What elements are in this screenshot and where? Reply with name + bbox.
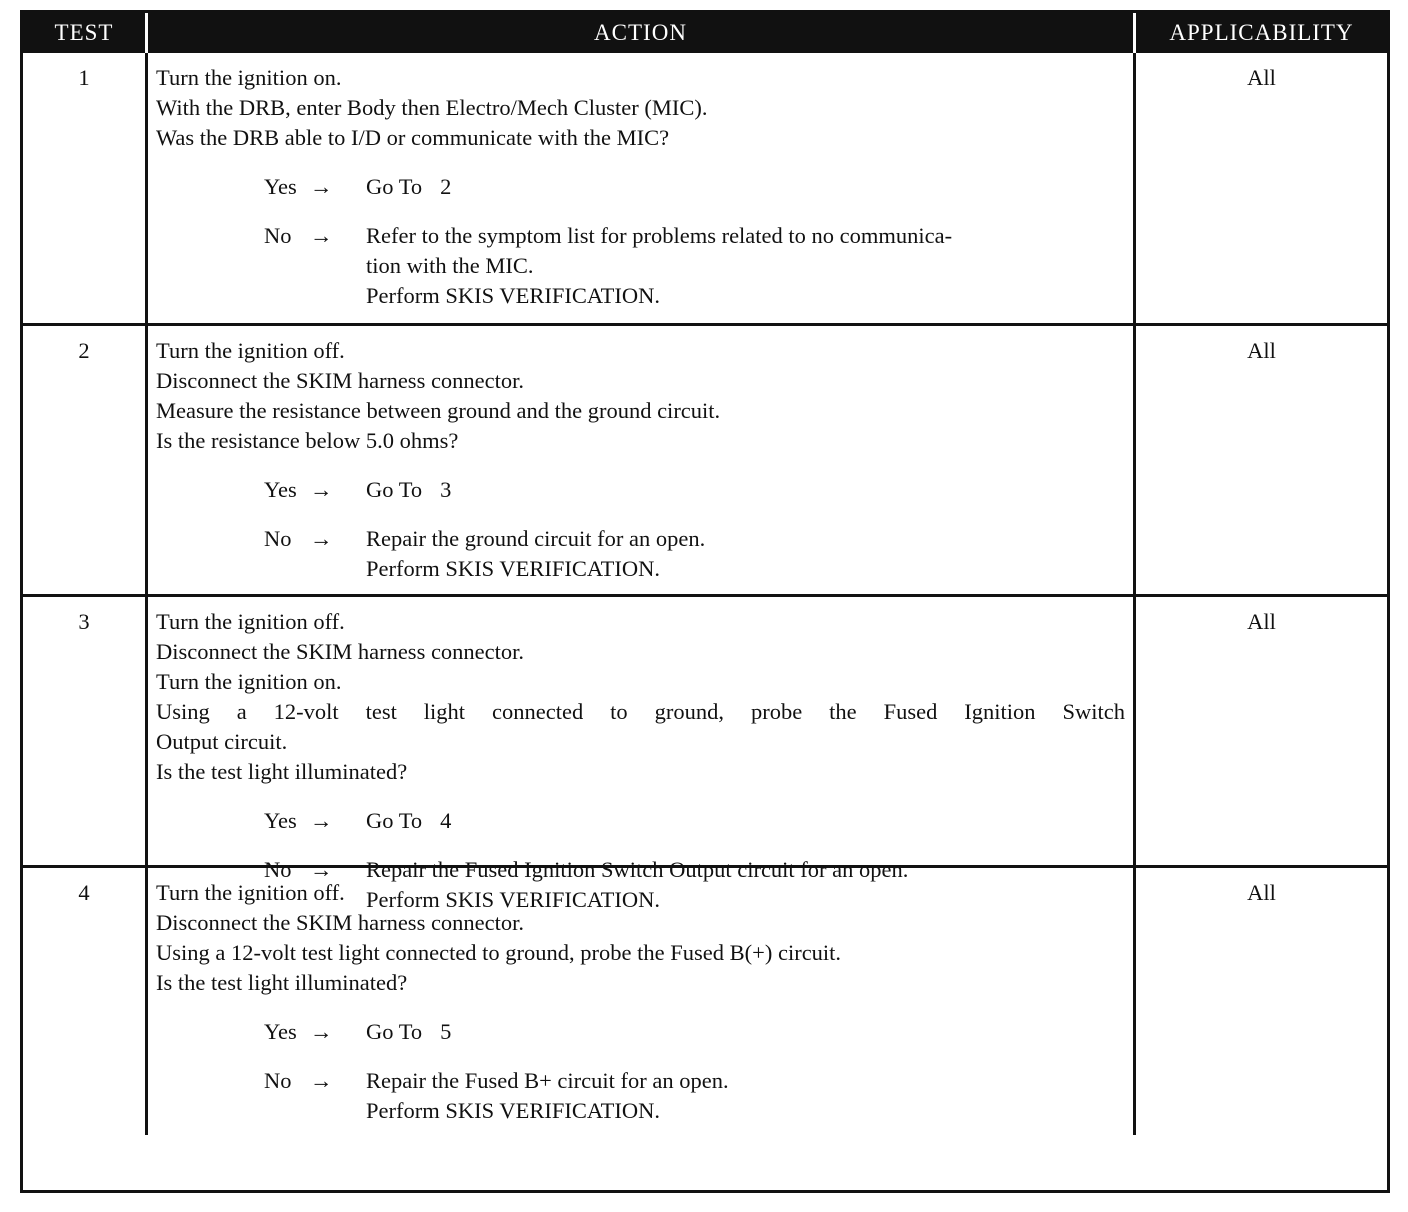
applicability-value: All xyxy=(1247,609,1276,634)
goto-text: Go To xyxy=(366,174,423,199)
no-result-line: Repair the Fused B+ circuit for an open. xyxy=(366,1068,729,1093)
arrow-icon: → xyxy=(310,808,333,833)
no-label: No xyxy=(264,526,292,551)
no-branch xyxy=(156,524,1125,584)
action-cell xyxy=(145,53,1136,323)
no-label: No xyxy=(264,223,292,248)
action-step: With the DRB, enter Body then Electro/Mech Cluster (MIC). xyxy=(156,95,708,120)
applicability-value: All xyxy=(1247,65,1276,90)
goto-target: 4 xyxy=(440,808,452,833)
yes-result xyxy=(366,475,1125,505)
no-result xyxy=(366,1066,1125,1126)
test-row-2 xyxy=(23,323,1387,594)
action-cell xyxy=(145,868,1136,1135)
test-number: 3 xyxy=(78,609,90,634)
action-step: Turn the ignition off. xyxy=(156,338,345,363)
table-header xyxy=(23,13,1387,53)
test-number: 2 xyxy=(78,338,90,363)
test-row-4 xyxy=(23,865,1387,1135)
no-result-line: Perform SKIS VERIFICATION. xyxy=(366,887,660,912)
no-result xyxy=(366,221,1125,311)
no-result xyxy=(366,524,1125,584)
no-result-line: Perform SKIS VERIFICATION. xyxy=(366,1098,660,1123)
test-number: 4 xyxy=(78,880,90,905)
action-step: Turn the ignition off. xyxy=(156,880,345,905)
goto-target: 3 xyxy=(440,477,452,502)
yes-branch xyxy=(156,806,1125,836)
applicability-value: All xyxy=(1247,880,1276,905)
yes-result xyxy=(366,1017,1125,1047)
no-result-line: Refer to the symptom list for problems related to no communica- xyxy=(366,223,953,248)
action-step: Was the DRB able to I/D or communicate with the MIC? xyxy=(156,125,670,150)
yes-branch xyxy=(156,172,1125,202)
goto-target: 5 xyxy=(440,1019,452,1044)
arrow-icon: → xyxy=(310,1019,333,1044)
no-label: No xyxy=(264,1068,292,1093)
action-step: Measure the resistance between ground and the ground circuit. xyxy=(156,398,721,423)
action-step: Output circuit. xyxy=(156,729,288,754)
action-step: Turn the ignition off. xyxy=(156,609,345,634)
action-step: Disconnect the SKIM harness connector. xyxy=(156,639,525,664)
action-step: Turn the ignition on. xyxy=(156,65,342,90)
goto-target: 2 xyxy=(440,174,452,199)
arrow-icon: → xyxy=(310,1068,333,1093)
action-step: Disconnect the SKIM harness connector. xyxy=(156,910,525,935)
yes-label: Yes xyxy=(264,477,297,502)
yes-label: Yes xyxy=(264,1019,297,1044)
no-result-line: Perform SKIS VERIFICATION. xyxy=(366,283,660,308)
no-result-line: Repair the Fused Ignition Switch Output circuit for an open. xyxy=(366,857,909,882)
test-row-3 xyxy=(23,594,1387,912)
header-action: ACTION xyxy=(145,13,1136,53)
action-step: Is the resistance below 5.0 ohms? xyxy=(156,428,459,453)
goto-text: Go To xyxy=(366,808,423,833)
goto-text: Go To xyxy=(366,477,423,502)
arrow-icon: → xyxy=(310,174,333,199)
test-row-1 xyxy=(23,53,1387,323)
action-step: Is the test light illuminated? xyxy=(156,759,408,784)
goto-text: Go To xyxy=(366,1019,423,1044)
no-branch xyxy=(156,221,1125,311)
arrow-icon: → xyxy=(310,526,333,551)
arrow-icon: → xyxy=(310,223,333,248)
yes-branch xyxy=(156,1017,1125,1047)
yes-result xyxy=(366,806,1125,836)
diagnostic-table xyxy=(20,10,1390,1193)
header-test: TEST xyxy=(54,20,114,45)
no-result-line: Repair the ground circuit for an open. xyxy=(366,526,706,551)
no-branch xyxy=(156,1066,1125,1126)
action-step: Disconnect the SKIM harness connector. xyxy=(156,368,525,393)
yes-branch xyxy=(156,475,1125,505)
no-label: No xyxy=(264,857,292,882)
no-result-line: tion with the MIC. xyxy=(366,253,534,278)
action-step: Using a 12-volt test light connected to ground, probe the Fused Ignition Switch xyxy=(156,699,1125,724)
arrow-icon: → xyxy=(310,857,333,882)
yes-label: Yes xyxy=(264,174,297,199)
arrow-icon: → xyxy=(310,477,333,502)
yes-result xyxy=(366,172,1125,202)
applicability-value: All xyxy=(1247,338,1276,363)
action-step: Using a 12-volt test light connected to ground, probe the Fused B(+) circuit. xyxy=(156,940,842,965)
action-step: Is the test light illuminated? xyxy=(156,970,408,995)
action-cell xyxy=(145,326,1136,594)
header-applicability: APPLICABILITY xyxy=(1169,20,1354,45)
no-result-line: Perform SKIS VERIFICATION. xyxy=(366,556,660,581)
action-step: Turn the ignition on. xyxy=(156,669,342,694)
test-number: 1 xyxy=(78,65,90,90)
yes-label: Yes xyxy=(264,808,297,833)
